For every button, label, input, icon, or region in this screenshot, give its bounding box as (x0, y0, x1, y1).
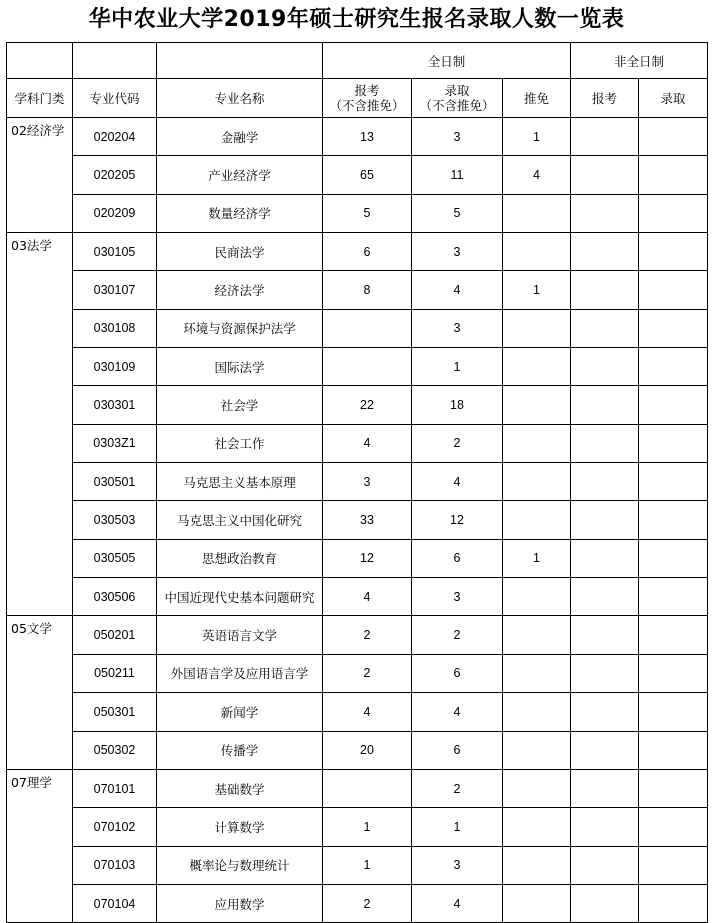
pt-apply-cell (571, 424, 639, 462)
table-row (7, 271, 708, 309)
ft-admit-cell: 4 (412, 693, 503, 731)
pt-admit-cell (639, 309, 708, 347)
pt-admit-cell (639, 654, 708, 692)
ft-recommend-cell (503, 846, 571, 884)
table-row (7, 386, 708, 424)
pt-apply-cell (571, 348, 639, 386)
table-row (7, 654, 708, 692)
pt-apply-cell (571, 539, 639, 577)
ft-apply-cell: 6 (323, 233, 412, 271)
pt-apply-cell (571, 501, 639, 539)
ft-admit-cell: 3 (412, 233, 503, 271)
ft-recommend-cell (503, 309, 571, 347)
code-cell: 030301 (73, 386, 157, 424)
pt-admit-cell (639, 233, 708, 271)
page-title: 华中农业大学2019年硕士研究生报名录取人数一览表 (88, 7, 625, 32)
ft-recommend-cell (503, 348, 571, 386)
table-row (7, 578, 708, 616)
table-row (7, 233, 708, 271)
code-cell: 030503 (73, 501, 157, 539)
category-cell: 03法学 (7, 233, 73, 616)
ft-apply-cell: 65 (323, 156, 412, 194)
ft-apply-cell: 4 (323, 693, 412, 731)
ft-apply-cell: 13 (323, 118, 412, 156)
ft-admit-cell: 2 (412, 616, 503, 654)
ft-admit-cell: 2 (412, 769, 503, 807)
code-cell: 030505 (73, 539, 157, 577)
code-cell: 030506 (73, 578, 157, 616)
pt-apply-cell (571, 463, 639, 501)
name-cell: 应用数学 (157, 884, 323, 922)
code-cell: 070102 (73, 808, 157, 846)
ft-recommend-cell (503, 808, 571, 846)
header-row-columns (7, 79, 708, 118)
pt-apply-cell (571, 578, 639, 616)
ft-apply-cell: 3 (323, 463, 412, 501)
code-cell: 050302 (73, 731, 157, 769)
pt-apply-cell (571, 233, 639, 271)
pt-apply-cell (571, 808, 639, 846)
ft-apply-cell: 2 (323, 884, 412, 922)
pt-apply-cell (571, 386, 639, 424)
header-pt-apply: 报考 (571, 79, 639, 118)
pt-admit-cell (639, 463, 708, 501)
ft-apply-cell: 1 (323, 808, 412, 846)
pt-apply-cell (571, 846, 639, 884)
name-cell: 英语语言文学 (157, 616, 323, 654)
ft-admit-cell: 3 (412, 578, 503, 616)
ft-apply-cell: 2 (323, 616, 412, 654)
ft-admit-cell: 4 (412, 463, 503, 501)
pt-admit-cell (639, 386, 708, 424)
header-blank-1 (7, 43, 73, 79)
category-cell: 05文学 (7, 616, 73, 769)
pt-admit-cell (639, 769, 708, 807)
code-cell: 070101 (73, 769, 157, 807)
ft-recommend-cell (503, 616, 571, 654)
ft-apply-cell: 5 (323, 194, 412, 232)
pt-admit-cell (639, 539, 708, 577)
pt-apply-cell (571, 884, 639, 922)
ft-admit-cell: 3 (412, 118, 503, 156)
pt-admit-cell (639, 424, 708, 462)
header-part-time: 非全日制 (571, 43, 708, 79)
header-pt-admit: 录取 (639, 79, 708, 118)
code-cell: 020209 (73, 194, 157, 232)
pt-apply-cell (571, 693, 639, 731)
code-cell: 030107 (73, 271, 157, 309)
header-row-group (7, 43, 708, 79)
name-cell: 数量经济学 (157, 194, 323, 232)
name-cell: 中国近现代史基本问题研究 (157, 578, 323, 616)
table-row (7, 616, 708, 654)
name-cell: 思想政治教育 (157, 539, 323, 577)
ft-recommend-cell (503, 578, 571, 616)
ft-recommend-cell: 4 (503, 156, 571, 194)
header-code: 专业代码 (73, 79, 157, 118)
code-cell: 050301 (73, 693, 157, 731)
name-cell: 社会学 (157, 386, 323, 424)
header-ft-admit (412, 79, 503, 118)
ft-recommend-cell (503, 693, 571, 731)
code-cell: 070104 (73, 884, 157, 922)
admission-table (6, 42, 708, 923)
ft-apply-cell: 4 (323, 424, 412, 462)
table-row (7, 348, 708, 386)
table-row (7, 118, 708, 156)
ft-apply-cell: 8 (323, 271, 412, 309)
code-cell: 030105 (73, 233, 157, 271)
pt-admit-cell (639, 578, 708, 616)
table-row (7, 693, 708, 731)
pt-admit-cell (639, 693, 708, 731)
code-cell: 050201 (73, 616, 157, 654)
ft-apply-cell: 4 (323, 578, 412, 616)
ft-recommend-cell (503, 463, 571, 501)
table-body (7, 118, 708, 923)
ft-admit-cell: 11 (412, 156, 503, 194)
ft-apply-cell: 22 (323, 386, 412, 424)
ft-recommend-cell: 1 (503, 271, 571, 309)
name-cell: 传播学 (157, 731, 323, 769)
pt-admit-cell (639, 731, 708, 769)
code-cell: 070103 (73, 846, 157, 884)
ft-apply-cell (323, 309, 412, 347)
ft-recommend-cell (503, 233, 571, 271)
ft-admit-cell: 6 (412, 654, 503, 692)
pt-admit-cell (639, 616, 708, 654)
pt-admit-cell (639, 808, 708, 846)
ft-admit-cell: 6 (412, 731, 503, 769)
ft-recommend-cell (503, 769, 571, 807)
pt-apply-cell (571, 654, 639, 692)
ft-admit-cell: 1 (412, 348, 503, 386)
name-cell: 基础数学 (157, 769, 323, 807)
name-cell: 概率论与数理统计 (157, 846, 323, 884)
ft-recommend-cell (503, 424, 571, 462)
header-ft-recommend: 推免 (503, 79, 571, 118)
table-row (7, 808, 708, 846)
header-full-time: 全日制 (323, 43, 571, 79)
pt-admit-cell (639, 194, 708, 232)
code-cell: 0303Z1 (73, 424, 157, 462)
name-cell: 国际法学 (157, 348, 323, 386)
ft-recommend-cell (503, 731, 571, 769)
pt-apply-cell (571, 769, 639, 807)
ft-admit-cell: 2 (412, 424, 503, 462)
ft-apply-cell: 20 (323, 731, 412, 769)
ft-admit-cell: 6 (412, 539, 503, 577)
ft-admit-cell: 5 (412, 194, 503, 232)
pt-apply-cell (571, 118, 639, 156)
name-cell: 计算数学 (157, 808, 323, 846)
pt-apply-cell (571, 616, 639, 654)
ft-recommend-cell (503, 654, 571, 692)
ft-admit-cell: 4 (412, 271, 503, 309)
ft-recommend-cell: 1 (503, 539, 571, 577)
name-cell: 社会工作 (157, 424, 323, 462)
pt-apply-cell (571, 731, 639, 769)
pt-admit-cell (639, 501, 708, 539)
ft-admit-cell: 3 (412, 309, 503, 347)
ft-recommend-cell: 1 (503, 118, 571, 156)
code-cell: 020204 (73, 118, 157, 156)
name-cell: 经济法学 (157, 271, 323, 309)
header-ft-admit-line1: 录取 (444, 83, 470, 98)
table-row (7, 424, 708, 462)
name-cell: 外国语言学及应用语言学 (157, 654, 323, 692)
table-row (7, 156, 708, 194)
table-row (7, 463, 708, 501)
table-row (7, 309, 708, 347)
ft-recommend-cell (503, 884, 571, 922)
table-row (7, 539, 708, 577)
ft-apply-cell: 2 (323, 654, 412, 692)
header-category: 学科门类 (7, 79, 73, 118)
header-blank-3 (157, 43, 323, 79)
table-row (7, 731, 708, 769)
table-row (7, 194, 708, 232)
code-cell: 030108 (73, 309, 157, 347)
ft-apply-cell (323, 769, 412, 807)
pt-admit-cell (639, 846, 708, 884)
code-cell: 030501 (73, 463, 157, 501)
name-cell: 民商法学 (157, 233, 323, 271)
ft-apply-cell: 12 (323, 539, 412, 577)
ft-admit-cell: 18 (412, 386, 503, 424)
code-cell: 020205 (73, 156, 157, 194)
name-cell: 金融学 (157, 118, 323, 156)
pt-apply-cell (571, 309, 639, 347)
header-ft-apply-line1: 报考 (354, 83, 380, 98)
code-cell: 050211 (73, 654, 157, 692)
table-row (7, 846, 708, 884)
pt-admit-cell (639, 271, 708, 309)
pt-apply-cell (571, 156, 639, 194)
ft-recommend-cell (503, 501, 571, 539)
ft-admit-cell: 3 (412, 846, 503, 884)
pt-admit-cell (639, 348, 708, 386)
header-name: 专业名称 (157, 79, 323, 118)
name-cell: 马克思主义基本原理 (157, 463, 323, 501)
pt-admit-cell (639, 156, 708, 194)
ft-apply-cell: 1 (323, 846, 412, 884)
name-cell: 马克思主义中国化研究 (157, 501, 323, 539)
ft-admit-cell: 1 (412, 808, 503, 846)
pt-admit-cell (639, 884, 708, 922)
header-ft-admit-line2: （不含推免） (419, 98, 495, 113)
ft-recommend-cell (503, 194, 571, 232)
ft-recommend-cell (503, 386, 571, 424)
ft-admit-cell: 12 (412, 501, 503, 539)
ft-apply-cell: 33 (323, 501, 412, 539)
header-ft-apply-line2: （不含推免） (329, 98, 405, 113)
code-cell: 030109 (73, 348, 157, 386)
ft-admit-cell: 4 (412, 884, 503, 922)
table-row (7, 501, 708, 539)
category-cell: 07理学 (7, 769, 73, 922)
pt-apply-cell (571, 194, 639, 232)
header-ft-apply (323, 79, 412, 118)
table-row (7, 884, 708, 922)
name-cell: 新闻学 (157, 693, 323, 731)
pt-admit-cell (639, 118, 708, 156)
table-row (7, 769, 708, 807)
name-cell: 环境与资源保护法学 (157, 309, 323, 347)
ft-apply-cell (323, 348, 412, 386)
name-cell: 产业经济学 (157, 156, 323, 194)
header-blank-2 (73, 43, 157, 79)
pt-apply-cell (571, 271, 639, 309)
category-cell: 02经济学 (7, 118, 73, 233)
